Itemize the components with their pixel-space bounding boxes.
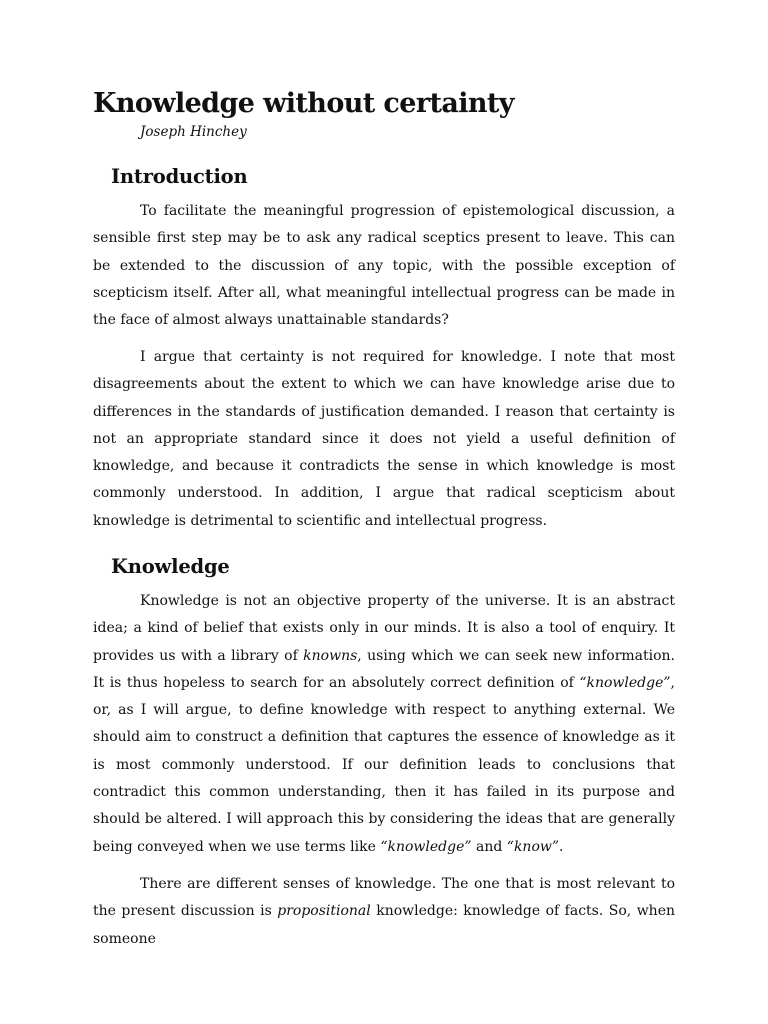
text-run: , or, as I will argue, to define knowledge with respect to anything external. We should aim to construct a definition that captures the essence of knowledge as it is most commonly understood. If our definition leads to conclusions that contradict this common understanding, then it has failed in its purpose and should be altered. I will approach this by considering the ideas that are generally being conveyed when we use terms like — [93, 674, 675, 855]
text-run: There are different senses of knowledge. The one that is most relevant to the present discussion is — [93, 876, 675, 920]
text-run: . — [559, 838, 564, 855]
paragraph — [93, 344, 675, 535]
author-name: Joseph Hinchey — [140, 124, 247, 140]
italic-text-run: propositional — [277, 903, 371, 920]
paragraph — [93, 198, 675, 334]
text-run: I argue that certainty is not required for knowledge. I note that most disagreements about the extent to which we can have knowledge arise due to differences in the standards of justification demanded. I reason that certainty is not an appropriate standard since it does not yield a useful definition of knowledge, and because it contradicts the sense in which knowledge is most commonly understood. In addition, I argue that radical scepticism about knowledge is detrimental to scientific and intellectual progress. — [93, 349, 675, 529]
italic-text-run: “knowledge” — [579, 674, 671, 691]
italic-text-run: “knowledge” — [380, 838, 472, 855]
text-run: , using which we can seek new information. It is thus hopeless to search for an absolutely correct definition of — [93, 647, 676, 691]
italic-text-run: knowns — [303, 647, 358, 664]
text-run: To facilitate the meaningful progression of epistemological discussion, a sensible first step may be to ask any radical sceptics present to leave. This can be extended to the discussion of any topic, with the possible exception of scepticism itself. After all, what meaningful intellectual progress can be made in the face of almost always unattainable standards? — [93, 203, 675, 329]
text-run: and — [471, 838, 507, 855]
paragraph — [93, 871, 675, 953]
paper-title: Knowledge without certainty — [93, 88, 514, 119]
section-heading-introduction: Introduction — [111, 165, 248, 188]
paragraph — [93, 588, 675, 861]
text-run: Knowledge is not an objective property of the universe. It is an abstract idea; a kind of belief that exists only in our minds. It is also a tool of enquiry. It provides us with a library of — [93, 593, 675, 664]
section-heading-knowledge: Knowledge — [111, 555, 230, 578]
text-run: knowledge: knowledge of facts. So, when someone — [93, 903, 676, 947]
italic-text-run: “know” — [506, 838, 560, 855]
